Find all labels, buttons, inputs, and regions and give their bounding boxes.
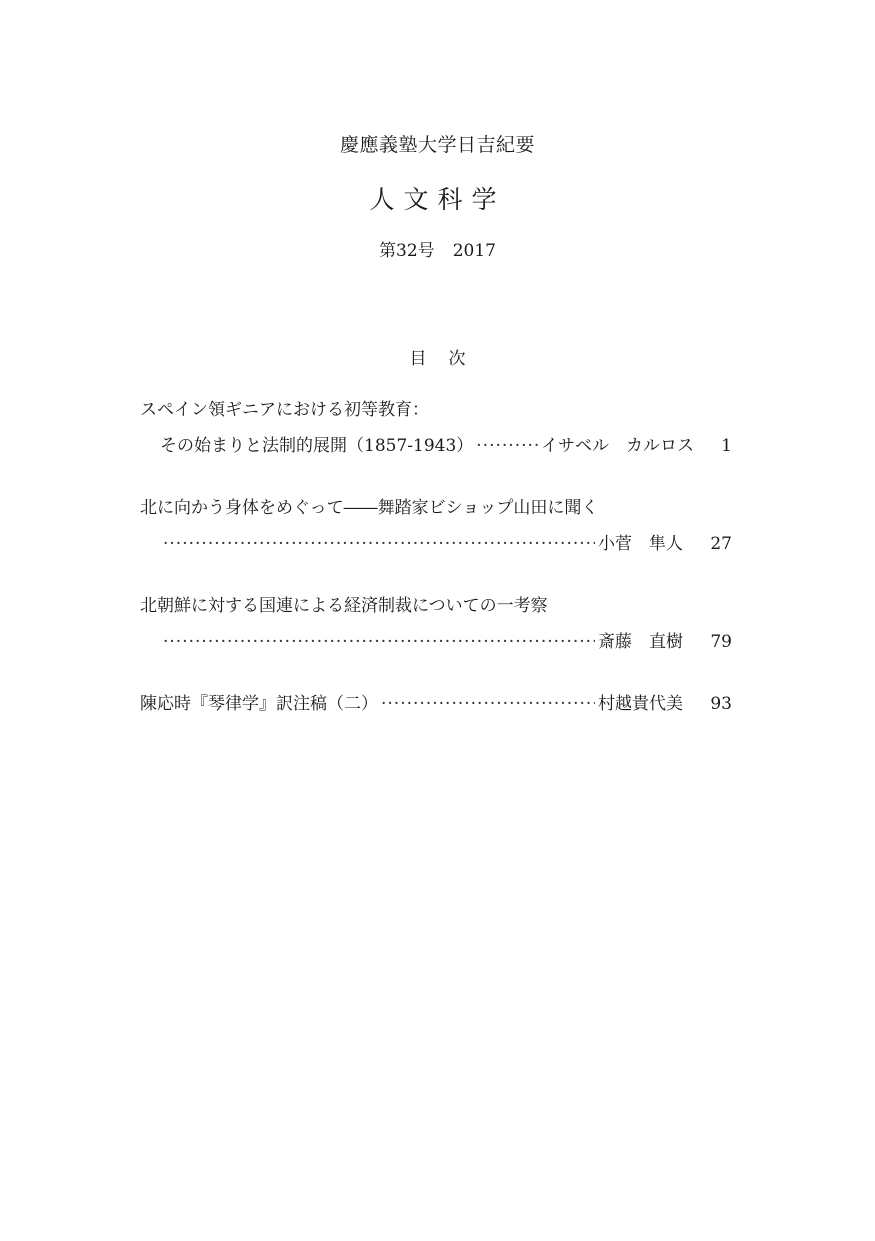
- toc-entry[interactable]: [140, 490, 732, 562]
- toc-heading: [0, 344, 875, 369]
- issue-year: 2017: [452, 241, 496, 261]
- toc-entry-title: 北朝鮮に対する国連による経済制裁についての一考察: [140, 596, 548, 616]
- toc-entry-line: [140, 526, 732, 562]
- toc-entry-line: [140, 490, 732, 526]
- toc-entry-title: 陳応時『琴律学』訳注稿（二）: [140, 694, 378, 714]
- toc-entry-line: [140, 588, 732, 624]
- toc-heading-right: 次: [448, 349, 466, 369]
- toc-entry[interactable]: [140, 392, 732, 464]
- toc-entry-line: [140, 624, 732, 660]
- toc-entry-author: 小菅 隼人: [598, 534, 683, 554]
- toc-entry-title: スペイン領ギニアにおける初等教育：: [140, 400, 429, 420]
- toc-entry-author: 村越貴代美: [598, 694, 683, 714]
- toc-entry-line: [140, 686, 732, 722]
- issue-line: [0, 236, 875, 261]
- journal-name: 慶應義塾大学日吉紀要: [339, 134, 535, 156]
- toc-entry-page: 93: [710, 694, 732, 714]
- toc-entry-author: 斎藤 直樹: [598, 632, 683, 652]
- table-of-contents: [140, 392, 732, 748]
- toc-entry-title: 北に向かう身体をめぐって――舞踏家ビショップ山田に聞く: [140, 498, 599, 518]
- toc-heading-left: 目: [409, 349, 427, 369]
- toc-entry-page: 79: [710, 632, 732, 652]
- toc-entry[interactable]: [140, 686, 732, 722]
- toc-entry-page: 27: [710, 534, 732, 554]
- toc-entry-title-continued: その始まりと法制的展開（1857-1943）: [160, 436, 474, 456]
- toc-entry-page: 1: [721, 436, 732, 456]
- dot-leader: [476, 428, 538, 464]
- dot-leader: [381, 686, 595, 722]
- dot-leader: [163, 624, 595, 660]
- toc-entry-line: [140, 428, 732, 464]
- toc-entry-line: [140, 392, 732, 428]
- journal-subtitle: 人文科学: [369, 185, 506, 214]
- issue-number: 第32号: [379, 241, 435, 261]
- dot-leader: [163, 526, 595, 562]
- toc-entry-author: イサベル カルロス: [541, 436, 694, 456]
- toc-entry[interactable]: [140, 588, 732, 660]
